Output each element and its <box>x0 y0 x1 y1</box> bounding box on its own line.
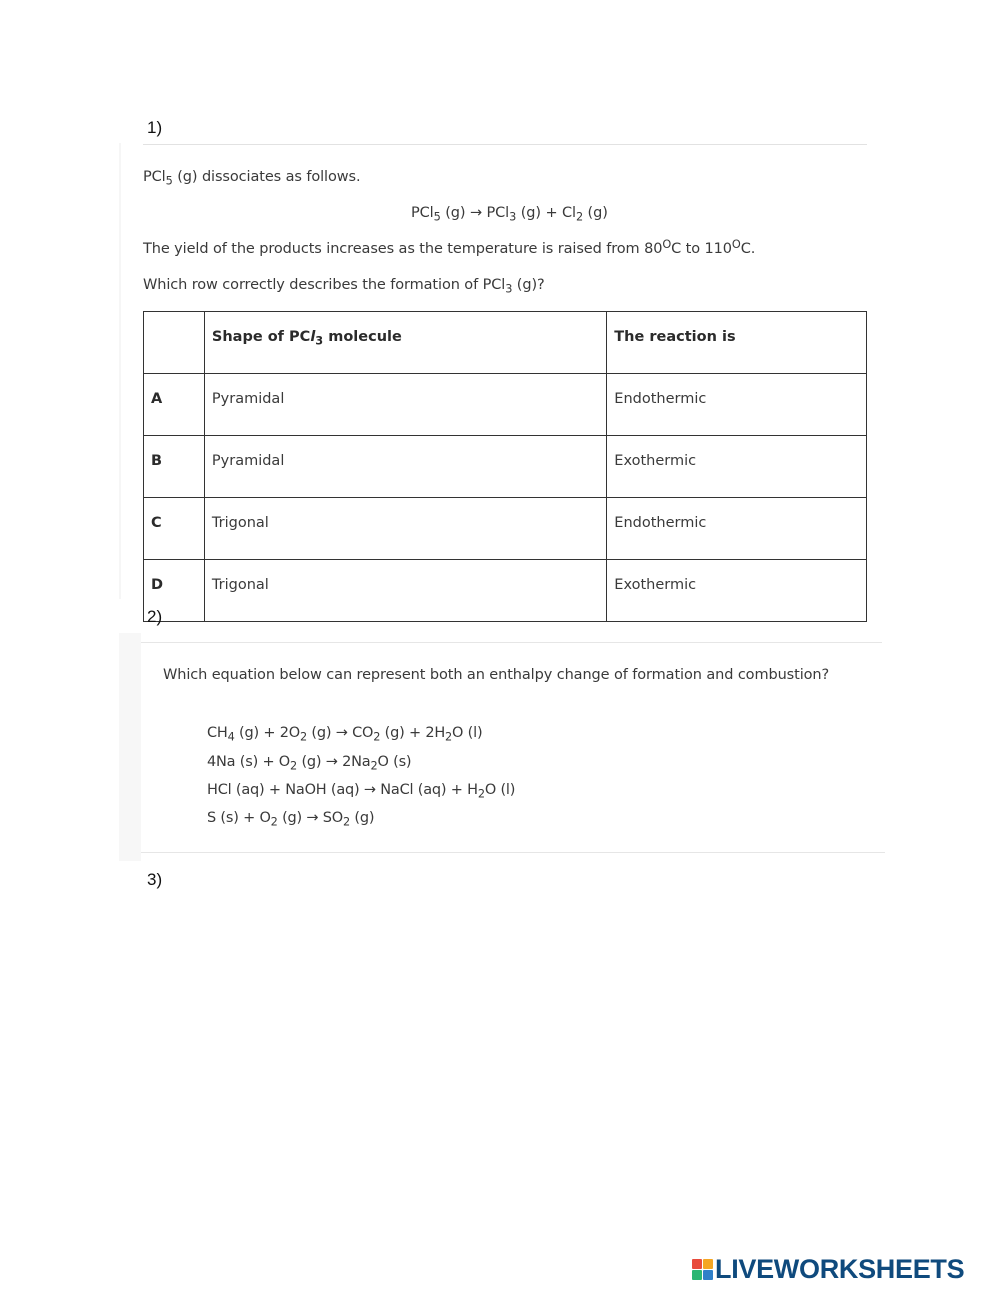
question-number: 1) <box>147 118 163 137</box>
logo-square-green <box>692 1270 702 1280</box>
table-header-shape: Shape of PCl$_3$ molecule <box>204 312 606 374</box>
row-shape: Trigonal <box>204 560 606 622</box>
answer-option[interactable]: HCl (aq) + NaOH (aq) → NaCl $(aq) + H_2O$ (l) <box>207 782 516 801</box>
row-shape: Pyramidal <box>204 436 606 498</box>
divider <box>141 642 882 643</box>
question-statement: The yield of the products increases as the temperature is raised from $80^OC$ to $110^OC$. <box>143 237 756 257</box>
question-card-bar <box>119 143 121 599</box>
table-row[interactable] <box>144 374 867 436</box>
table-row[interactable] <box>144 560 867 622</box>
question-card-bar <box>119 633 141 861</box>
row-reaction: Exothermic <box>607 560 867 622</box>
question-number: 2) <box>147 607 163 626</box>
question-prompt: Which equation below can represent both an enthalpy change of formation and combustion? <box>163 667 830 683</box>
logo-mark-icon <box>692 1259 713 1280</box>
answer-table <box>143 311 867 622</box>
logo-square-red <box>692 1259 702 1269</box>
question-prompt: Which row correctly describes the formation of PCl$_3$ (g)? <box>143 277 545 296</box>
answer-option[interactable]: $CH_4$ $(g) + 2O_2$ $(g) \to CO_2$ $(g) + 2H_2O$ (l) <box>207 725 483 744</box>
question-intro: PCl$_5$ (g) dissociates as follows. <box>143 169 361 188</box>
row-letter: B <box>144 436 205 498</box>
logo-square-blue <box>703 1270 713 1280</box>
table-header-blank <box>144 312 205 374</box>
divider <box>141 852 885 853</box>
row-reaction: Endothermic <box>607 374 867 436</box>
answer-option[interactable]: S $(s) + O_2$ $(g) \to SO_2$ (g) <box>207 810 375 829</box>
brand-name: LIVEWORKSHEETS <box>715 1253 965 1284</box>
table-header-row <box>144 312 867 374</box>
dissociation-equation: PCl$_5$ (g) → PCl$_3$ $(g) + Cl_2$ (g) <box>411 205 608 224</box>
row-letter: C <box>144 498 205 560</box>
table-header-reaction: The reaction is <box>607 312 867 374</box>
row-letter: A <box>144 374 205 436</box>
table-row[interactable] <box>144 498 867 560</box>
row-shape: Trigonal <box>204 498 606 560</box>
row-letter: D <box>144 560 205 622</box>
question-number: 3) <box>147 870 163 889</box>
row-reaction: Endothermic <box>607 498 867 560</box>
row-shape: Pyramidal <box>204 374 606 436</box>
row-reaction: Exothermic <box>607 436 867 498</box>
table-row[interactable] <box>144 436 867 498</box>
answer-option[interactable]: 4Na $(s) + O_2$ $(g) \to 2Na_2O$ (s) <box>207 754 412 773</box>
liveworksheets-logo[interactable] <box>692 1254 964 1284</box>
divider <box>143 144 867 145</box>
logo-square-orange <box>703 1259 713 1269</box>
